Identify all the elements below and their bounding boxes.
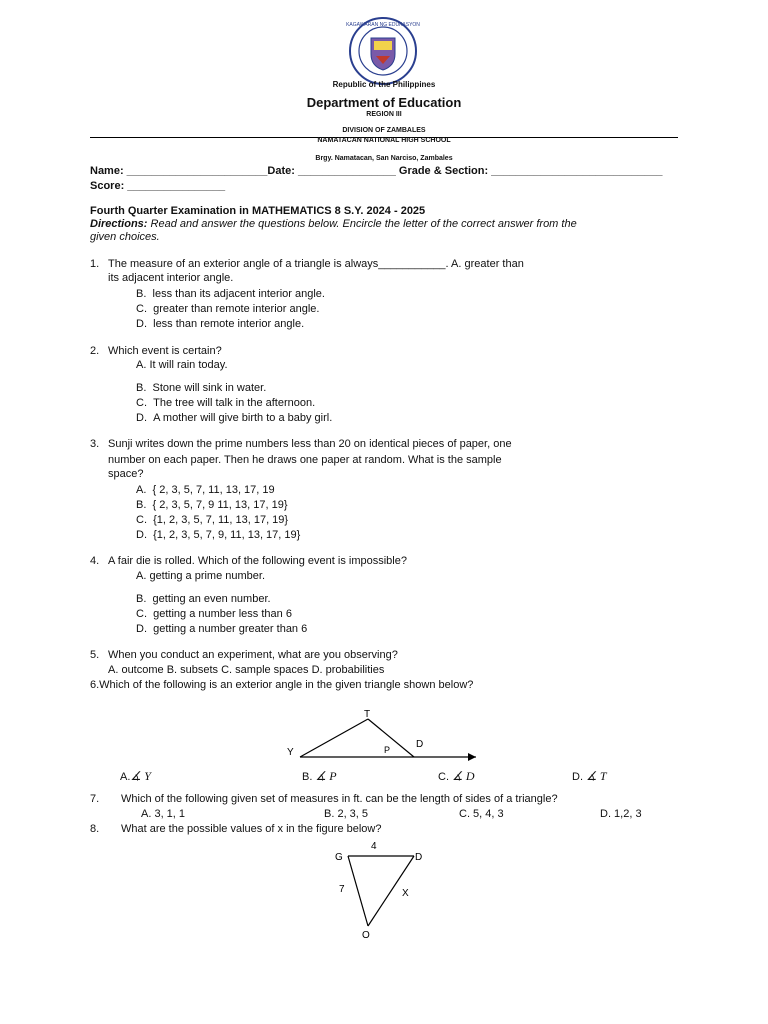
q2-choice-b[interactable]: B. Stone will sink in water. <box>136 382 267 394</box>
q8-number: 8. <box>90 823 100 835</box>
q5-choices[interactable]: A. outcome B. subsets C. sample spaces D. probabilities <box>108 664 385 676</box>
q7-choice-a[interactable]: A. 3, 1, 1 <box>141 808 186 820</box>
q5-stem: When you conduct an experiment, what are you observing? <box>108 649 398 661</box>
republic-heading: Republic of the Philippines <box>332 80 436 89</box>
q5-number: 5. <box>90 649 100 661</box>
q3-choice-b[interactable]: B. { 2, 3, 5, 7, 9 11, 13, 17, 19} <box>136 499 288 511</box>
q4-stem: A fair die is rolled. Which of the following event is impossible? <box>108 555 407 567</box>
q1-choice-d[interactable]: D. less than remote interior angle. <box>136 318 305 330</box>
deped-seal <box>344 16 422 86</box>
q3-choice-d[interactable]: D. {1, 2, 3, 5, 7, 9, 11, 13, 17, 19} <box>136 529 301 541</box>
q1-number: 1. <box>90 258 100 270</box>
exam-title: Fourth Quarter Examination in MATHEMATICS 8 S.Y. 2024 - 2025 <box>90 205 426 217</box>
label-left-7: 7 <box>339 884 345 895</box>
ray-arrow-icon <box>468 753 476 761</box>
q6-choice-a[interactable]: A.∡ Y <box>120 769 151 783</box>
q2-stem: Which event is certain? <box>108 345 222 357</box>
side-go <box>348 856 368 926</box>
label-t: T <box>364 709 371 720</box>
q7-choice-c[interactable]: C. 5, 4, 3 <box>459 808 504 820</box>
q7-choice-b[interactable]: B. 2, 3, 5 <box>324 808 369 820</box>
label-o: O <box>362 930 370 941</box>
q2-choice-d[interactable]: D. A mother will give birth to a baby girl. <box>136 412 333 424</box>
q3-choice-a[interactable]: A. { 2, 3, 5, 7, 11, 13, 17, 19 <box>136 484 275 496</box>
q1-stem-line1: The measure of an exterior angle of a triangle is always___________. A. greater than <box>108 258 524 270</box>
label-d: D <box>415 852 423 863</box>
q3-stem-line2: number on each paper. Then he draws one paper at random. What is the sample <box>108 454 502 466</box>
label-p: P <box>384 745 391 755</box>
q1-choice-c[interactable]: C. greater than remote interior angle. <box>136 303 320 315</box>
q6-choice-d[interactable]: D. ∡ T <box>572 769 607 783</box>
q2-choice-c[interactable]: C. The tree will talk in the afternoon. <box>136 397 316 409</box>
score-line[interactable]: Score: ________________ <box>90 180 226 192</box>
school-address: Brgy. Namatacan, San Narciso, Zambales <box>315 155 453 162</box>
q4-choice-b[interactable]: B. getting an even number. <box>136 593 271 605</box>
label-y: Y <box>287 747 294 758</box>
q4-choice-a[interactable]: A. getting a prime number. <box>136 570 266 582</box>
q1-stem-line2: its adjacent interior angle. <box>108 272 234 284</box>
name-date-grade-line[interactable]: Name: _______________________Date: ________________ Grade & Section: ____________________________ <box>90 165 663 177</box>
q4-choice-c[interactable]: C. getting a number less than 6 <box>136 608 292 620</box>
q6-choice-c[interactable]: C. ∡ D <box>438 769 475 783</box>
q3-choice-c[interactable]: C. {1, 2, 3, 5, 7, 11, 13, 17, 19} <box>136 514 289 526</box>
q1-choice-b[interactable]: B. less than its adjacent interior angle. <box>136 288 325 300</box>
label-g: G <box>335 852 343 863</box>
q6-triangle-figure <box>280 705 490 765</box>
q3-stem-line3: space? <box>108 468 144 480</box>
q8-stem: What are the possible values of x in the figure below? <box>121 823 382 835</box>
q7-stem: Which of the following given set of measures in ft. can be the length of sides of a triangle? <box>121 793 558 805</box>
directions-text: Read and answer the questions below. Encircle the letter of the correct answer from the <box>147 218 577 230</box>
directions-line2: given choices. <box>90 231 160 243</box>
division-heading: DIVISION OF ZAMBALES <box>342 127 426 134</box>
seal-text: KAGAWARAN NG EDUKASYON <box>346 22 420 28</box>
q6-choice-b[interactable]: B. ∡ P <box>302 769 337 783</box>
directions-line1 <box>90 218 577 230</box>
q7-choice-d[interactable]: D. 1,2, 3 <box>600 808 642 820</box>
side-tp <box>368 719 414 757</box>
q8-triangle-figure <box>328 838 432 942</box>
q3-stem-line1: Sunji writes down the prime numbers less than 20 on identical pieces of paper, one <box>108 438 512 450</box>
q4-choice-d[interactable]: D. getting a number greater than 6 <box>136 623 308 635</box>
q3-number: 3. <box>90 438 100 450</box>
q2-choice-a[interactable]: A. It will rain today. <box>136 359 228 371</box>
directions-label: Directions: <box>90 218 148 230</box>
label-top-4: 4 <box>371 841 377 852</box>
region-heading: REGION III <box>366 111 402 118</box>
school-name: NAMATACAN NATIONAL HIGH SCHOOL <box>317 137 451 144</box>
q2-number: 2. <box>90 345 100 357</box>
q7-number: 7. <box>90 793 100 805</box>
q6-stem: 6.Which of the following is an exterior angle in the given triangle shown below? <box>90 679 474 691</box>
q4-number: 4. <box>90 555 100 567</box>
label-x: X <box>402 888 409 899</box>
label-d: D <box>416 739 424 750</box>
side-yt <box>300 719 368 757</box>
department-heading: Department of Education <box>306 95 462 110</box>
